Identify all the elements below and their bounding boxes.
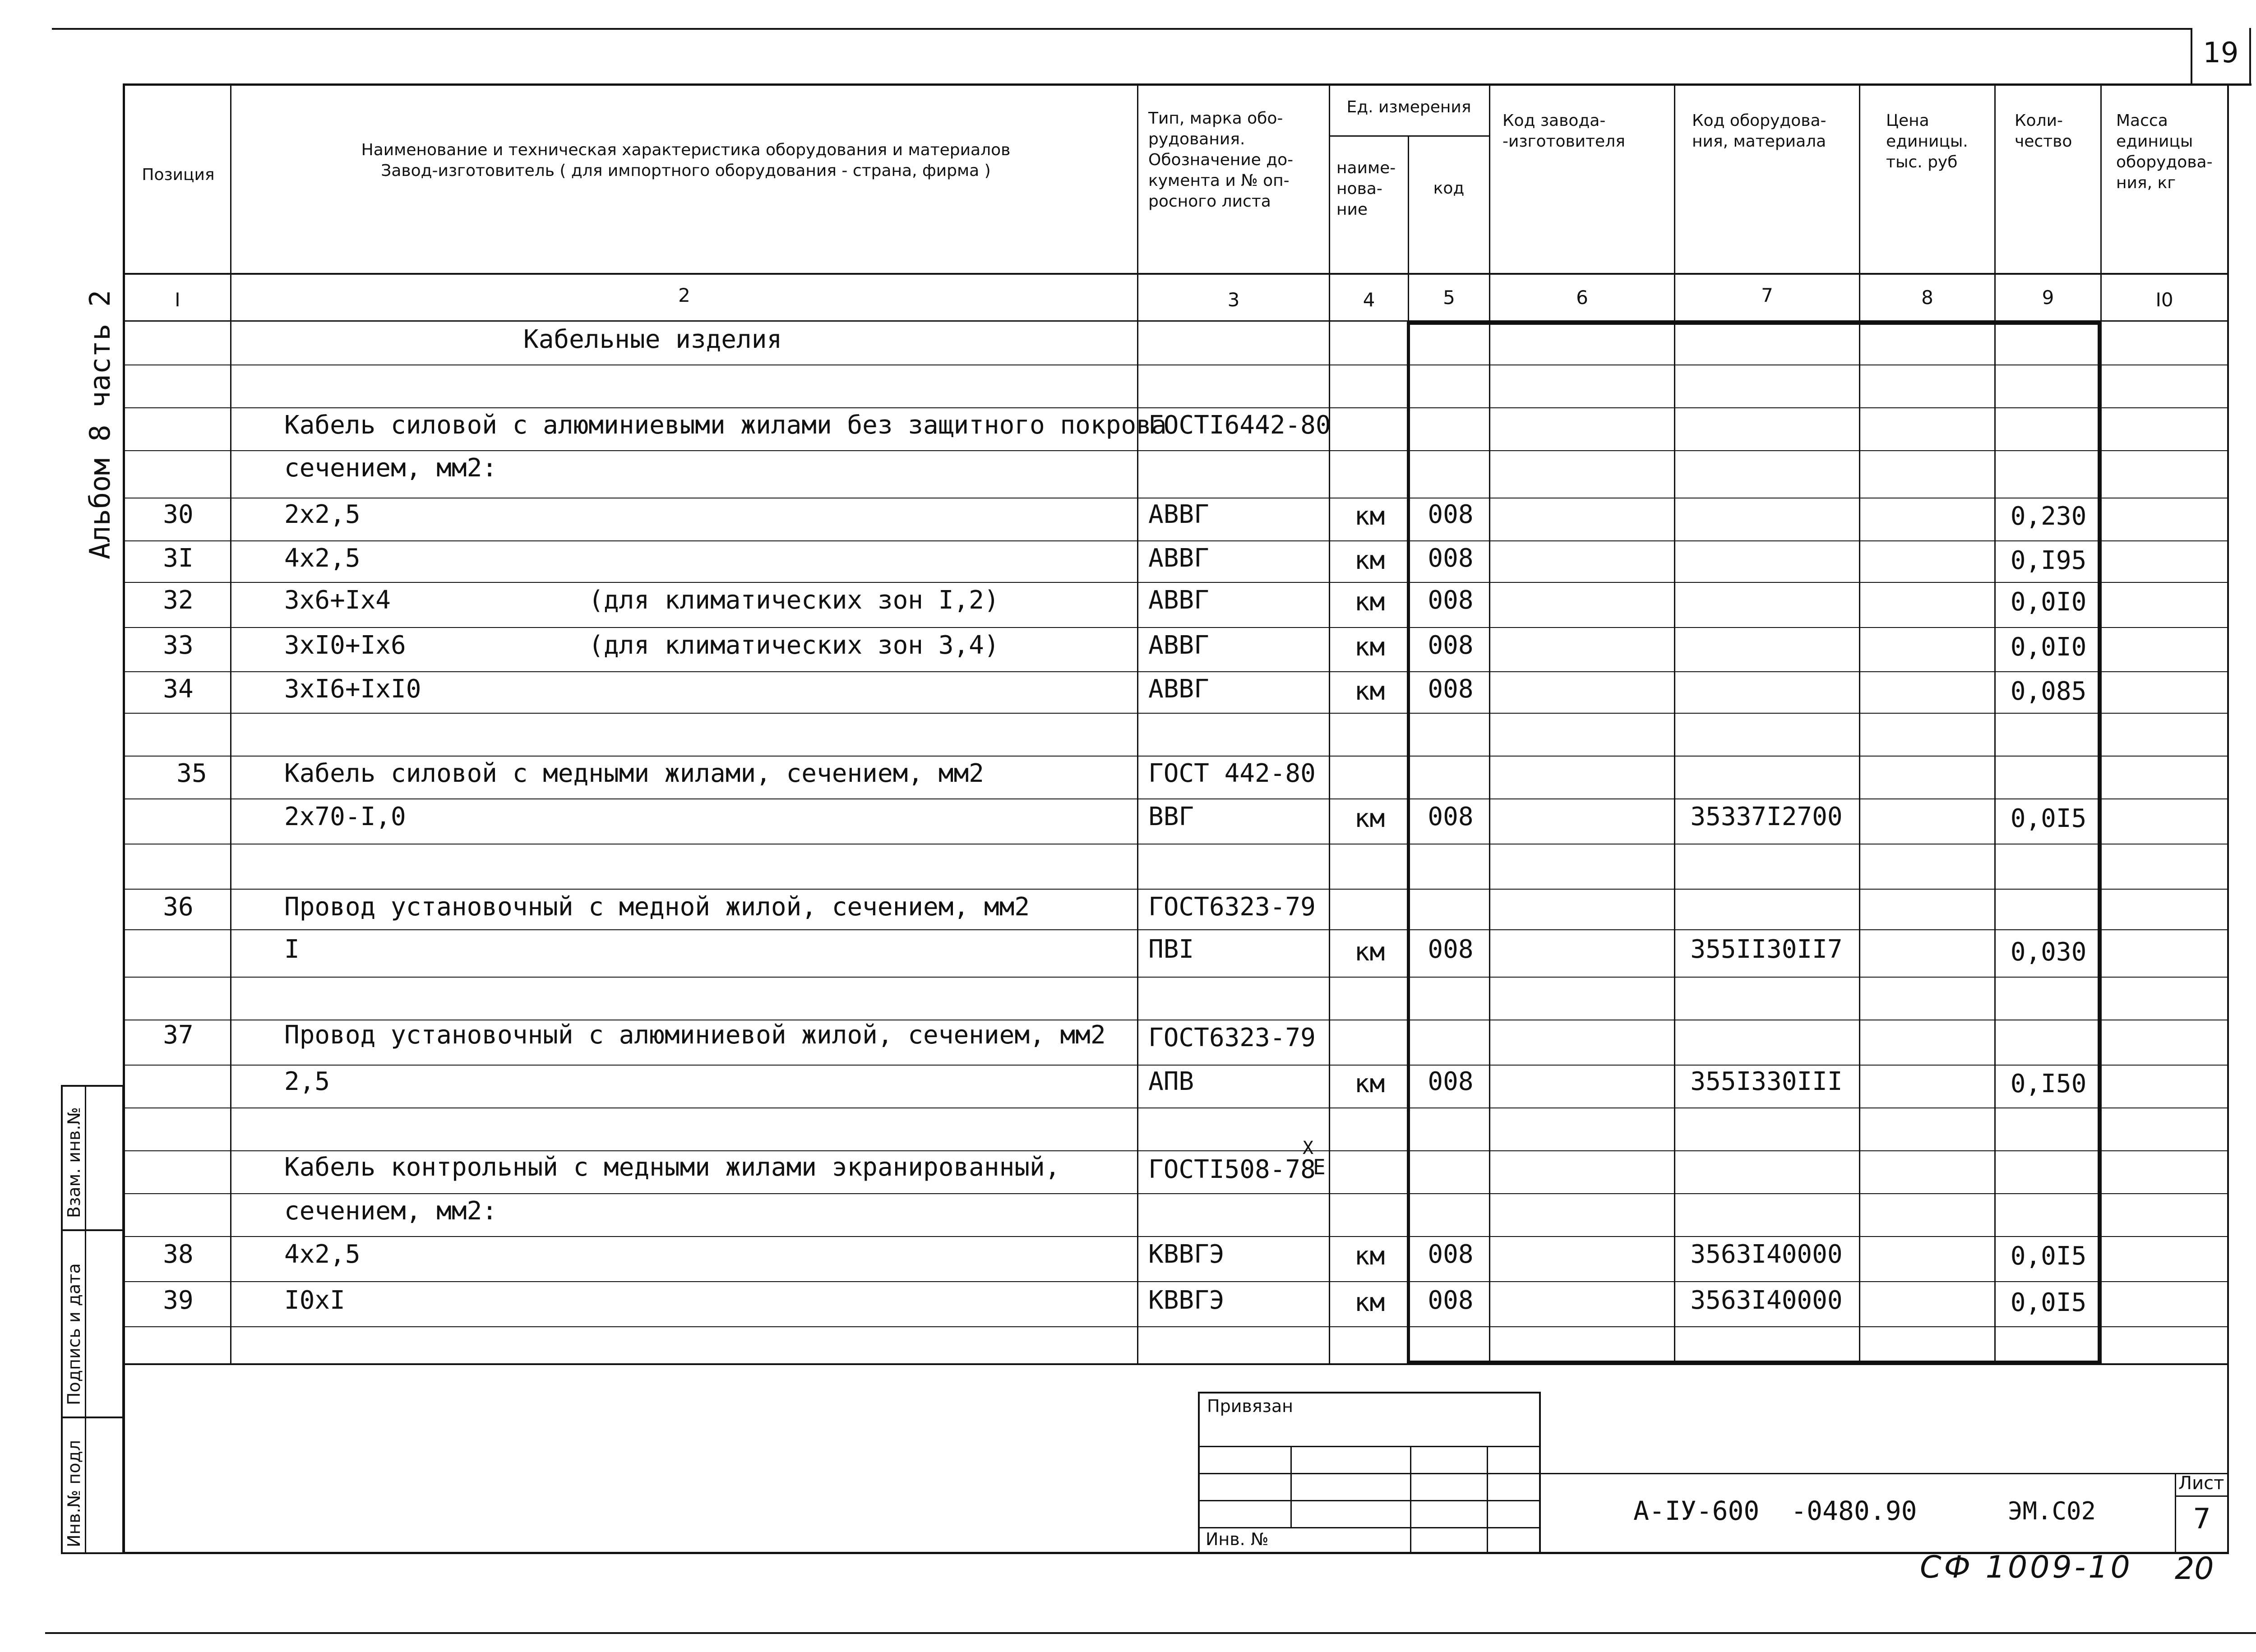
document-code: А-IУ-600 -0480.90 [1633, 1495, 1917, 1526]
table-bottom-border [123, 1552, 2229, 1554]
sheet-box-mid [2175, 1495, 2229, 1497]
row-unit: км [1354, 937, 1385, 967]
side-album-title: Альбом 8 часть 2 [83, 290, 116, 559]
row-type: АВВГ [1148, 500, 1209, 529]
row-type: АВВГ [1148, 586, 1209, 615]
handwritten-footer: СФ 1009-10 [1920, 1550, 2133, 1585]
bottom-edge-line [45, 1632, 2256, 1634]
header-unit: Ед. измерения [1346, 98, 1471, 116]
row-type: ПВI [1148, 935, 1194, 964]
row-code: 008 [1428, 1067, 1474, 1096]
header-maker-code: Код завода- -изготовителя [1502, 111, 1625, 151]
side-stamp-original-inv: Инв.№ подл [64, 1440, 84, 1547]
header-unit-name: наиме- нова- ние [1336, 159, 1396, 219]
colnum-4: 4 [1363, 289, 1375, 311]
row-qty: 0,0I5 [2010, 1288, 2087, 1317]
row-code: 008 [1428, 500, 1474, 529]
row-pos: 36 [163, 892, 194, 922]
colnum-2: 2 [678, 284, 690, 306]
row-qty: 0,085 [2010, 677, 2087, 706]
header-name: Наименование и техническая характеристика оборудования и материалов Завод-изготовитель ( для импортного оборудования - страна, фирма ) [361, 141, 1011, 180]
attached-line-4 [1198, 1527, 1541, 1528]
attached-vline-2 [1410, 1446, 1411, 1554]
attached-line-2 [1198, 1473, 1541, 1474]
row-pos: 35 [176, 759, 207, 788]
row-type: АВВГ [1148, 544, 1209, 573]
row-name: 3х6+Iх4 (для климатических зон I,2) [284, 586, 999, 615]
header-bottom-border [123, 273, 2229, 275]
top-edge-line [52, 28, 2191, 30]
sheet-top-number: 19 [2203, 36, 2239, 69]
side-stamp-divider [85, 1085, 86, 1554]
row-qty: 0,230 [2010, 502, 2087, 531]
colnum-1: I [175, 289, 180, 311]
row-qty: 0,0I5 [2010, 1241, 2087, 1271]
row-name: 4х2,5 [284, 544, 361, 573]
col-line-2 [1137, 83, 1138, 1365]
row-name: Провод установочный с алюминиевой жилой, сечением, мм2 [284, 1020, 1106, 1050]
header-equip-code: Код оборудова- ния, материала [1692, 111, 1826, 151]
row-equip-code: 355I330III [1690, 1067, 1843, 1096]
row-qty: 0,0I0 [2010, 587, 2087, 617]
row-unit: км [1354, 1241, 1385, 1271]
row-type: ВВГ [1148, 802, 1194, 831]
table-end-line [123, 1363, 2229, 1365]
row-code: 008 [1428, 586, 1474, 615]
row-name: I [284, 935, 300, 964]
row-type: АВВГ [1148, 674, 1209, 704]
side-stamp-replace-inv: Взам. инв.№ [64, 1107, 84, 1218]
row-equip-code: 3563I40000 [1690, 1240, 1843, 1269]
row-type: ГОСТI6442-80 [1148, 411, 1331, 440]
row-code: 008 [1428, 631, 1474, 660]
row-qty: 0,030 [2010, 937, 2087, 967]
document-suffix: ЭМ.С02 [2008, 1497, 2096, 1525]
row-pos: 3I [163, 544, 194, 573]
colnum-8: 8 [1921, 286, 1933, 309]
header-type: Тип, марка обо- рудования. Обозначение до- кумента и № оп- росного листа [1148, 109, 1294, 211]
section-title: Кабельные изделия [523, 325, 782, 354]
row-name: 3хI0+Iх6 (для климатических зон 3,4) [284, 631, 999, 660]
attached-label: Привязан [1207, 1396, 1293, 1416]
row-unit: км [1354, 587, 1385, 617]
row-type: АВВГ [1148, 631, 1209, 660]
colnum-6: 6 [1576, 286, 1588, 309]
row-code: 008 [1428, 674, 1474, 704]
row-unit: км [1354, 632, 1385, 662]
header-price: Цена единицы. тыс. руб [1886, 111, 1968, 171]
col-line-3 [1329, 83, 1330, 1365]
row-name: 3хI6+IхI0 [284, 674, 421, 704]
header-position: Позиция [142, 166, 215, 184]
attached-vline-1 [1290, 1446, 1292, 1527]
side-stamp-sep-1 [61, 1229, 124, 1231]
row-name: I0хI [284, 1286, 345, 1315]
row-name: сечением, мм2: [284, 453, 498, 483]
sheet-number: 7 [2193, 1502, 2211, 1535]
header-unit-code: код [1433, 179, 1465, 198]
row-qty: 0,I50 [2010, 1069, 2087, 1098]
row-pos: 30 [163, 500, 194, 529]
header-mass: Масса единицы оборудова- ния, кг [2116, 111, 2213, 192]
row-type: АПВ [1148, 1067, 1194, 1096]
title-top-line [1541, 1473, 2229, 1474]
row-name: Кабель контрольный с медными жилами экранированный, [284, 1153, 1060, 1182]
page-box-left [2191, 28, 2192, 86]
row-equip-code: 35337I2700 [1690, 802, 1843, 831]
footer-page-number: 20 [2175, 1551, 2214, 1587]
header-qty: Коли- чество [2015, 111, 2072, 151]
row-code: 008 [1428, 802, 1474, 831]
row-qty: 0,0I0 [2010, 632, 2087, 662]
row-type: ГОСТ 442-80 [1148, 759, 1316, 788]
row-unit: км [1354, 546, 1385, 575]
row-qty: 0,0I5 [2010, 804, 2087, 833]
row-type: КВВГЭ [1148, 1240, 1225, 1269]
table-right-border [2227, 83, 2229, 1554]
row-type: КВВГЭ [1148, 1286, 1225, 1315]
row-name: 2х2,5 [284, 500, 361, 529]
row-name: Провод установочный с медной жилой, сечением, мм2 [284, 892, 1030, 922]
page-box-right [2249, 28, 2251, 86]
colnum-3: 3 [1227, 289, 1240, 311]
row-name: 2х70-I,0 [284, 802, 406, 831]
colnum-5: 5 [1443, 286, 1455, 309]
row-equip-code: 3563I40000 [1690, 1286, 1843, 1315]
sheet-label: Лист [2178, 1473, 2224, 1494]
row-pos: 33 [163, 631, 194, 660]
colnum-9: 9 [2042, 286, 2054, 309]
row-type-suffix: Е [1313, 1155, 1326, 1179]
colnum-10: I0 [2155, 289, 2173, 311]
attached-vline-3 [1487, 1446, 1488, 1554]
row-pos: 32 [163, 586, 194, 615]
row-code: 008 [1428, 1240, 1474, 1269]
colnum-7: 7 [1761, 284, 1773, 306]
row-type-superscript: Х [1303, 1138, 1314, 1158]
row-unit: км [1354, 1288, 1385, 1317]
row-pos: 37 [163, 1020, 194, 1050]
row-name: 2,5 [284, 1067, 330, 1096]
row-name: Кабель силовой с алюминиевыми жилами без защитного покрова [284, 411, 1167, 440]
attached-line-3 [1198, 1500, 1541, 1501]
side-stamp-sep-2 [61, 1417, 124, 1418]
table-top-border [123, 83, 2251, 86]
row-unit: км [1354, 1069, 1385, 1098]
row-equip-code: 355II30II7 [1690, 935, 1843, 964]
row-pos: 38 [163, 1240, 194, 1269]
row-type: ГОСТ6323-79 [1148, 1023, 1316, 1052]
attached-line-1 [1198, 1446, 1541, 1447]
side-stamp-signature-date: Подпись и дата [64, 1263, 84, 1405]
sheet-box-left [2175, 1473, 2176, 1554]
row-name: 4х2,5 [284, 1240, 361, 1269]
row-unit: км [1354, 502, 1385, 531]
row-unit: км [1354, 804, 1385, 833]
row-pos: 34 [163, 674, 194, 704]
row-type: ГОСТI508-78 [1148, 1155, 1316, 1184]
inventory-number-label: Инв. № [1206, 1529, 1269, 1549]
col-line-1 [230, 83, 231, 1365]
row-name: сечением, мм2: [284, 1196, 498, 1226]
row-type: ГОСТ6323-79 [1148, 892, 1316, 922]
row-pos: 39 [163, 1286, 194, 1315]
row-code: 008 [1428, 935, 1474, 964]
row-code: 008 [1428, 544, 1474, 573]
row-unit: км [1354, 677, 1385, 706]
row-code: 008 [1428, 1286, 1474, 1315]
row-qty: 0,I95 [2010, 546, 2087, 575]
row-name: Кабель силовой с медными жилами, сечением, мм2 [284, 759, 984, 788]
framed-block [1407, 322, 2101, 1364]
